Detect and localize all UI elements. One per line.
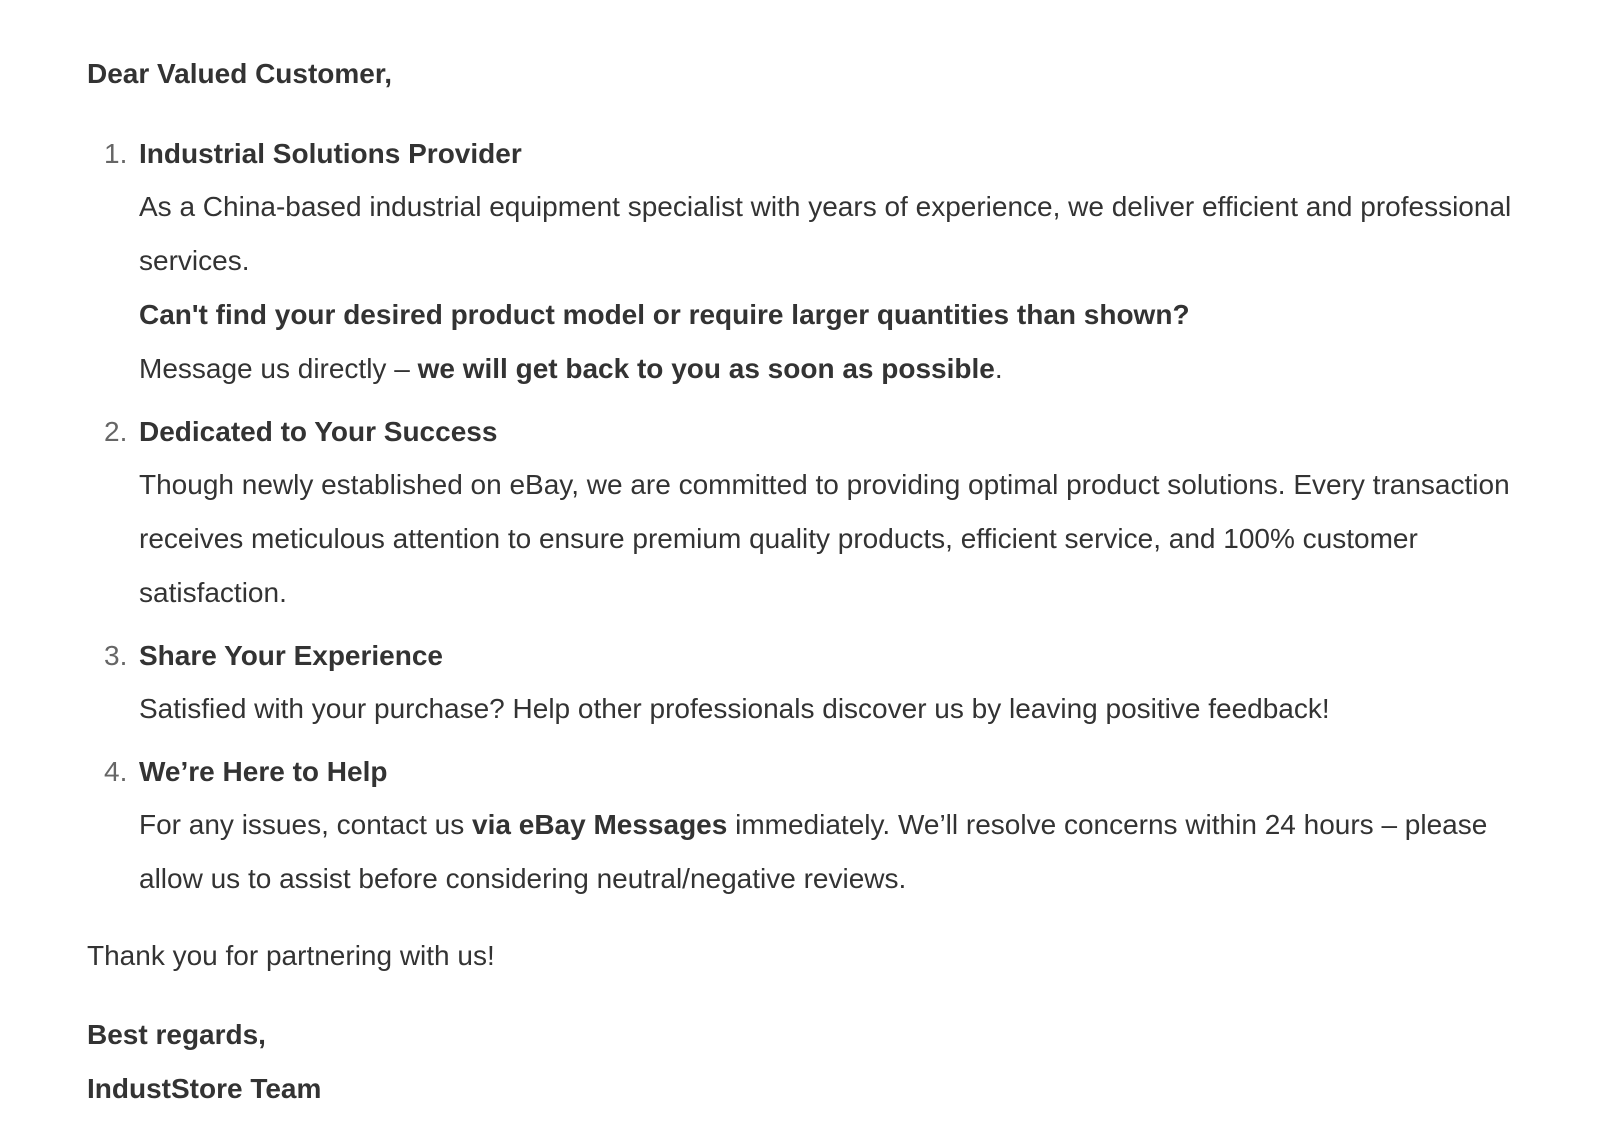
list-item-4: [87, 746, 1527, 906]
ebay-messages-emphasis: via eBay Messages: [472, 809, 728, 840]
item-text: [139, 798, 1527, 906]
message-prefix: Message us directly –: [139, 353, 418, 384]
item-title: Dedicated to Your Success: [139, 416, 498, 447]
points-list: [87, 128, 1527, 906]
letter-document: [87, 50, 1527, 1116]
item-title: We’re Here to Help: [139, 756, 388, 787]
list-number: 4.: [104, 756, 128, 787]
text-prefix: For any issues, contact us: [139, 809, 473, 840]
signoff-team: IndustStore Team: [87, 1073, 322, 1104]
list-item-3: [87, 630, 1527, 736]
text-suffix: immediately. We’ll resolve concerns within 24 hours – please allow us to assist before considering neutral/negative reviews.: [139, 809, 1488, 894]
list-number: 2.: [104, 416, 128, 447]
list-number: 3.: [104, 640, 128, 671]
closing-line: Thank you for partnering with us!: [87, 940, 495, 971]
item-question: Can't find your desired product model or require larger quantities than shown?: [139, 299, 1190, 330]
greeting: Dear Valued Customer,: [87, 58, 393, 89]
list-number: 1.: [104, 138, 128, 169]
item-text: As a China-based industrial equipment specialist with years of experience, we deliver efficient and professional services.: [139, 191, 1512, 276]
message-suffix: .: [994, 353, 1003, 384]
item-message: [139, 342, 1527, 396]
item-title: Industrial Solutions Provider: [139, 138, 522, 169]
list-item-2: [87, 406, 1527, 620]
list-item-1: [87, 128, 1527, 396]
item-title: Share Your Experience: [139, 640, 443, 671]
item-text: Satisfied with your purchase? Help other professionals discover us by leaving positive feedback!: [139, 693, 1330, 724]
message-bold: we will get back to you as soon as possible: [417, 353, 995, 384]
item-text: Though newly established on eBay, we are committed to providing optimal product solutions. Every transaction receives meticulous attention to ensure premium quality products, efficient service, and 100% customer satisfaction.: [139, 469, 1510, 608]
signoff-regards: Best regards,: [87, 1019, 266, 1050]
